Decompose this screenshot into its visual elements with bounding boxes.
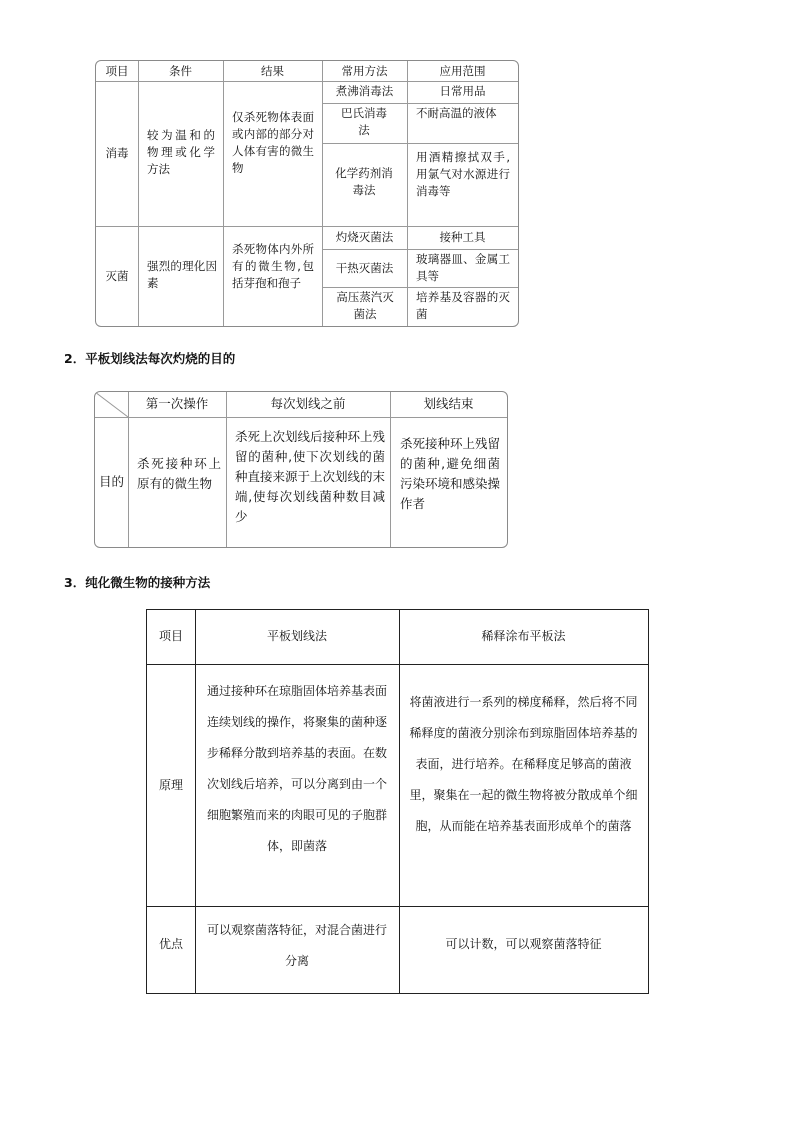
- diagonal-header-line: [95, 392, 129, 418]
- scope-burn: 接种工具: [439, 230, 486, 244]
- disinfection-result: 仅杀死物体表面或内部的部分对人体有害的微生物: [232, 110, 314, 175]
- header-end: 划线结束: [423, 396, 474, 411]
- sterilization-condition: 强烈的理化因素: [147, 259, 217, 290]
- sterilization-table: [95, 60, 519, 327]
- row-label-purpose: 目的: [98, 474, 124, 489]
- sterilization-result: 杀死物体内外所有的微生物,包括芽孢和孢子: [232, 242, 314, 290]
- row-label-disinfection: 消毒: [105, 146, 129, 160]
- header-streak: 平板划线法: [266, 629, 327, 643]
- disinfection-condition: 较为温和的物理或化学方法: [147, 128, 215, 176]
- grid-line: [399, 610, 400, 993]
- scope-chemical: 用酒精擦拭双手,用氯气对水源进行消毒等: [416, 150, 510, 198]
- header-spread: 稀释涂布平板法: [481, 629, 566, 643]
- advantage-spread: 可以计数，可以观察菌落特征: [445, 937, 602, 951]
- grid-line: [226, 392, 227, 547]
- grid-line: [322, 143, 518, 144]
- method-burn: 灼烧灭菌法: [335, 230, 394, 244]
- header-first-op: 第一次操作: [145, 396, 209, 411]
- grid-line: [96, 81, 518, 82]
- grid-line: [95, 417, 507, 418]
- purpose-before-each: 杀死上次划线后接种环上残留的菌种,使下次划线的菌种直接来源于上次划线的末端,使每次划线菌种数目减少: [235, 429, 386, 524]
- grid-line: [195, 610, 196, 993]
- header-condition: 条件: [169, 64, 192, 78]
- header-item: 项目: [158, 629, 183, 643]
- flame-purpose-table: [94, 391, 508, 548]
- grid-line: [96, 226, 518, 227]
- header-scope: 应用范围: [439, 64, 486, 78]
- grid-line: [128, 392, 129, 547]
- method-dry-heat: 干热灭菌法: [335, 261, 394, 275]
- row-label-advantage: 优点: [158, 937, 183, 951]
- purpose-first-op: 杀死接种环上原有的微生物: [137, 456, 221, 491]
- method-boiling: 煮沸消毒法: [335, 84, 394, 98]
- scope-dry-heat: 玻璃器皿、金属工具等: [416, 252, 510, 283]
- inoculation-methods-table: [146, 609, 649, 994]
- grid-line: [147, 906, 648, 907]
- header-before-each: 每次划线之前: [270, 396, 346, 411]
- grid-line: [322, 249, 518, 250]
- scope-pasteur: 不耐高温的液体: [416, 106, 497, 120]
- section3-title: 3．纯化微生物的接种方法: [64, 575, 211, 590]
- method-autoclave: 高压蒸汽灭菌法: [336, 290, 394, 321]
- grid-line: [223, 61, 224, 326]
- header-method: 常用方法: [341, 64, 388, 78]
- grid-line: [147, 664, 648, 665]
- grid-line: [138, 61, 139, 326]
- header-result: 结果: [261, 64, 284, 78]
- purpose-end: 杀死接种环上残留的菌种,避免细菌污染环境和感染操作者: [400, 436, 501, 511]
- principle-spread: 将菌液进行一系列的梯度稀释，然后将不同稀释度的菌液分别涂布到琼脂固体培养基的表面，进行培养。在稀释度足够高的菌液里，聚集在一起的微生物将被分散成单个细胞，从而能在培养基表面形成单个的菌落: [409, 695, 638, 833]
- scope-boiling: 日常用品: [439, 84, 486, 98]
- section2-title: 2．平板划线法每次灼烧的目的: [64, 351, 236, 366]
- header-item: 项目: [105, 64, 129, 78]
- grid-line: [390, 392, 391, 547]
- grid-line: [322, 103, 518, 104]
- scope-autoclave: 培养基及容器的灭菌: [416, 290, 510, 321]
- advantage-streak: 可以观察菌落特征，对混合菌进行分离: [206, 923, 387, 968]
- row-label-principle: 原理: [158, 778, 183, 792]
- grid-line: [322, 287, 518, 288]
- row-label-sterilization: 灭菌: [105, 269, 129, 283]
- method-chemical: 化学药剂消毒法: [335, 166, 393, 197]
- method-pasteur: 巴氏消毒法: [341, 106, 387, 137]
- principle-streak: 通过接种环在琼脂固体培养基表面连续划线的操作，将聚集的菌种逐步稀释分散到培养基的表面。在数次划线后培养，可以分离到由一个细胞繁殖而来的肉眼可见的子胞群体，即菌落: [206, 684, 387, 853]
